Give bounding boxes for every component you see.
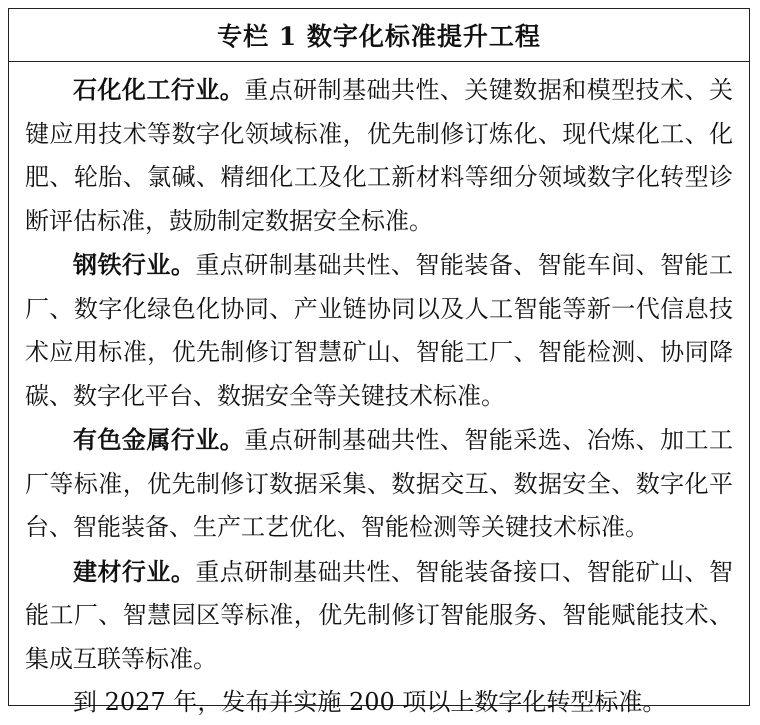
column-content <box>9 62 749 725</box>
paragraph-text: 重点研制基础共性、智能装备、智能车间、智能工厂、数字化绿色化协同、产业链协同以及人工智能等新一代信息技术应用标准，优先制修订智慧矿山、智能工厂、智能检测、协同降碳、数字化平台、数据安全等关键技术标准。 <box>25 251 734 410</box>
column-box <box>8 8 750 716</box>
paragraph-heading: 钢铁行业。 <box>73 250 196 279</box>
paragraph-petrochemical <box>25 68 733 243</box>
paragraph-heading: 石化化工行业。 <box>73 75 245 104</box>
paragraph-text: 重点研制基础共性、关键数据和模型技术、关键应用技术等数字化领域标准，优先制修订炼化、现代煤化工、化肥、轮胎、氯碱、精细化工及化工新材料等细分领域数字化转型诊断评估标准，鼓励制定数据安全标准。 <box>25 76 734 235</box>
paragraph-heading: 有色金属行业。 <box>73 425 245 454</box>
paragraph-nonferrous <box>25 418 733 550</box>
paragraph-building-materials <box>25 550 733 682</box>
column-title: 专栏 1 数字化标准提升工程 <box>9 9 749 62</box>
paragraph-text: 重点研制基础共性、智能采选、冶炼、加工工厂等标准，优先制修订数据采集、数据交互、数据安全、数字化平台、智能装备、生产工艺优化、智能检测等关键技术标准。 <box>25 426 734 541</box>
paragraph-steel <box>25 243 733 418</box>
paragraph-text: 重点研制基础共性、智能装备接口、智能矿山、智能工厂、智慧园区等标准，优先制修订智能服务、智能赋能技术、集成互联等标准。 <box>25 557 734 673</box>
paragraph-heading: 建材行业。 <box>73 556 196 586</box>
paragraph-conclusion: 到 2027 年，发布并实施 200 项以上数字化转型标准。 <box>73 688 667 716</box>
